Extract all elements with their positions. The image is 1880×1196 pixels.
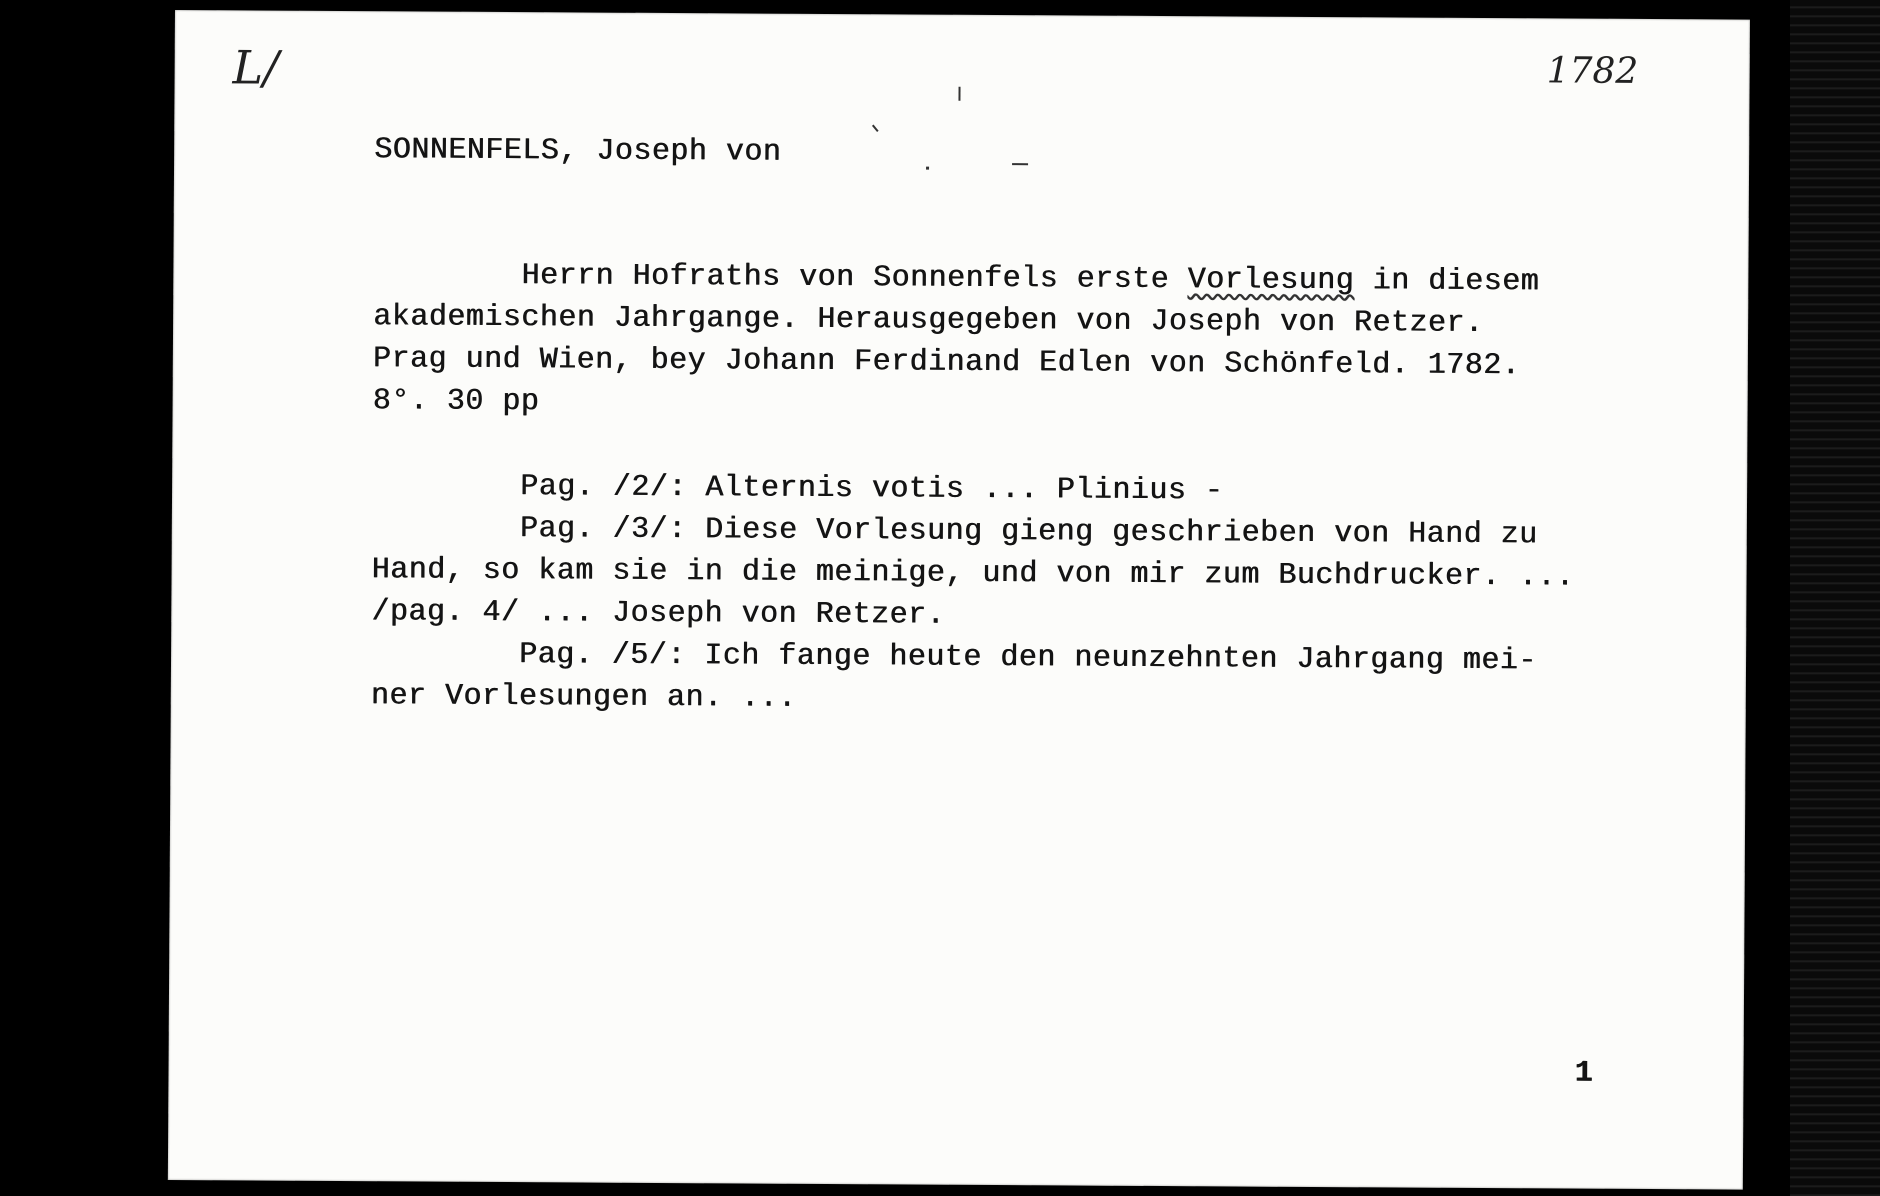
title-line: akademischen Jahrgange. Herausgegeben von Joseph von Retzer. <box>373 300 1484 341</box>
note-line: Hand, so kam sie in die meinige, und von mir zum Buchdrucker. ... <box>371 553 1575 595</box>
corner-handwritten-mark: L/ <box>232 40 279 95</box>
page-number: 1 <box>1574 1056 1594 1091</box>
ink-speck <box>958 87 960 101</box>
title-text: in diesem <box>1353 264 1540 300</box>
note-line: Pag. /2/: Alternis votis ... Plinius - <box>371 469 1224 509</box>
underlined-word: Vorlesung <box>1187 263 1355 299</box>
entry-heading: SONNENFELS, Joseph von <box>374 133 782 170</box>
catalog-number: 1782 <box>1546 50 1639 92</box>
title-text: Herrn Hofraths von Sonnenfels erste <box>521 259 1188 298</box>
note-line: /pag. 4/ ... Joseph von Retzer. <box>371 595 946 633</box>
ink-speck <box>872 125 879 132</box>
ink-speck <box>926 167 929 170</box>
catalog-card <box>168 10 1750 1190</box>
film-edge <box>1790 0 1880 1196</box>
note-line: ner Vorlesungen an. ... <box>370 679 797 716</box>
ink-speck <box>1012 163 1028 165</box>
note-line: Pag. /3/: Diese Vorlesung gieng geschrieben von Hand zu <box>371 511 1538 553</box>
imprint-line: Prag und Wien, bey Johann Ferdinand Edlen von Schönfeld. 1782. <box>372 342 1521 384</box>
title-indent <box>373 258 521 293</box>
collation-line: 8°. 30 pp <box>372 384 540 420</box>
note-line: Pag. /5/: Ich fange heute den neunzehnten Jahrgang mei- <box>370 637 1537 679</box>
title-line <box>373 258 1539 299</box>
